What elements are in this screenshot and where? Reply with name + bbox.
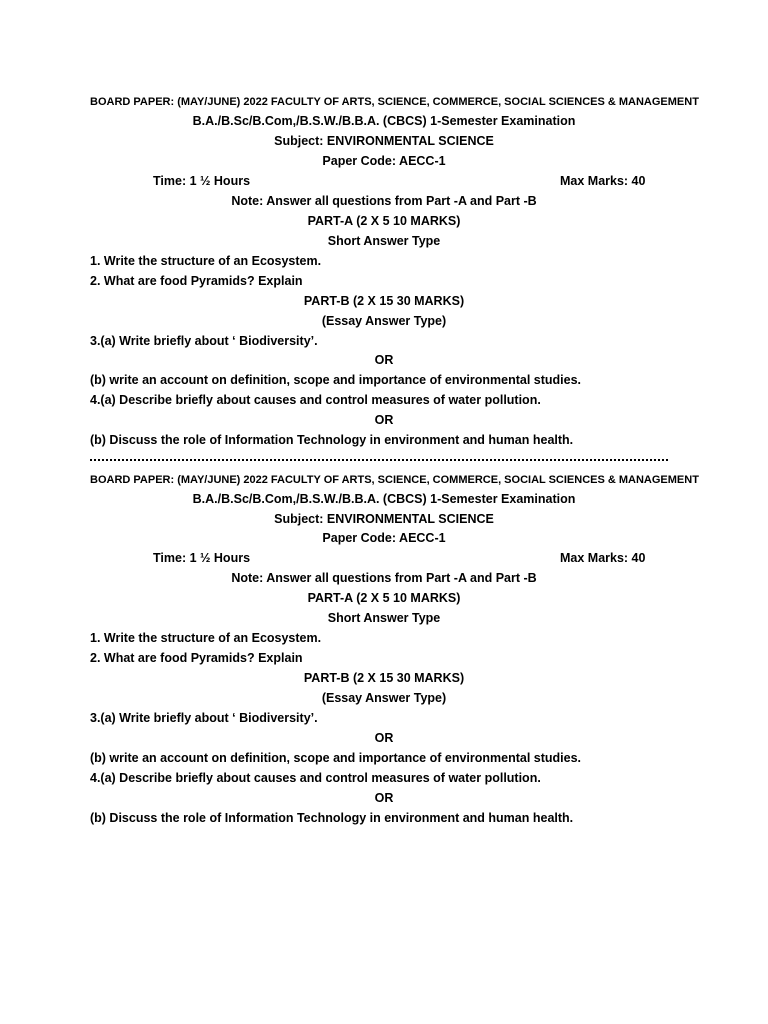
- part-b-type: (Essay Answer Type): [321, 314, 447, 328]
- time-line: Time: 1 ½ Hours: [153, 174, 251, 188]
- question-1: 1. Write the structure of an Ecosystem.: [90, 631, 322, 645]
- question-3a: 3.(a) Write briefly about ‘ Biodiversity’.: [90, 711, 318, 725]
- note-line: Note: Answer all questions from Part -A and Part -B: [231, 194, 537, 208]
- question-4a: 4.(a) Describe briefly about causes and control measures of water pollution.: [90, 393, 541, 407]
- part-a-title: PART-A (2 X 5 10 MARKS): [307, 214, 461, 228]
- question-3b: (b) write an account on definition, scope and importance of environmental studies.: [90, 751, 582, 765]
- paper-code: Paper Code: AECC-1: [322, 154, 446, 168]
- or-label: OR: [374, 731, 394, 745]
- dotted-separator: [90, 459, 668, 462]
- question-2: 2. What are food Pyramids? Explain: [90, 651, 303, 665]
- max-marks: Max Marks: 40: [560, 551, 646, 565]
- course-line: B.A./B.Sc/B.Com,/B.S.W./B.B.A. (CBCS) 1-Semester Examination: [192, 114, 576, 128]
- question-3b: (b) write an account on definition, scope and importance of environmental studies.: [90, 373, 582, 387]
- part-a-type: Short Answer Type: [327, 611, 441, 625]
- part-b-title: PART-B (2 X 15 30 MARKS): [303, 671, 465, 685]
- question-2: 2. What are food Pyramids? Explain: [90, 274, 303, 288]
- part-b-title: PART-B (2 X 15 30 MARKS): [303, 294, 465, 308]
- subject-line: Subject: ENVIRONMENTAL SCIENCE: [274, 512, 494, 526]
- question-1: 1. Write the structure of an Ecosystem.: [90, 254, 322, 268]
- question-3a: 3.(a) Write briefly about ‘ Biodiversity’.: [90, 334, 318, 348]
- board-header: BOARD PAPER: (MAY/JUNE) 2022 FACULTY OF ARTS, SCIENCE, COMMERCE, SOCIAL SCIENCES & MANAGEMENT: [90, 96, 699, 108]
- question-4a: 4.(a) Describe briefly about causes and control measures of water pollution.: [90, 771, 541, 785]
- paper-code: Paper Code: AECC-1: [322, 531, 446, 545]
- course-line: B.A./B.Sc/B.Com,/B.S.W./B.B.A. (CBCS) 1-Semester Examination: [192, 492, 576, 506]
- subject-line: Subject: ENVIRONMENTAL SCIENCE: [274, 134, 494, 148]
- max-marks: Max Marks: 40: [560, 174, 646, 188]
- or-label: OR: [374, 413, 394, 427]
- part-a-type: Short Answer Type: [327, 234, 441, 248]
- note-line: Note: Answer all questions from Part -A and Part -B: [231, 571, 537, 585]
- question-4b: (b) Discuss the role of Information Technology in environment and human health.: [90, 811, 574, 825]
- or-label: OR: [374, 791, 394, 805]
- or-label: OR: [374, 353, 394, 367]
- part-b-type: (Essay Answer Type): [321, 691, 447, 705]
- board-header: BOARD PAPER: (MAY/JUNE) 2022 FACULTY OF ARTS, SCIENCE, COMMERCE, SOCIAL SCIENCES & MANAGEMENT: [90, 474, 699, 486]
- part-a-title: PART-A (2 X 5 10 MARKS): [307, 591, 461, 605]
- time-line: Time: 1 ½ Hours: [153, 551, 251, 565]
- question-4b: (b) Discuss the role of Information Technology in environment and human health.: [90, 433, 574, 447]
